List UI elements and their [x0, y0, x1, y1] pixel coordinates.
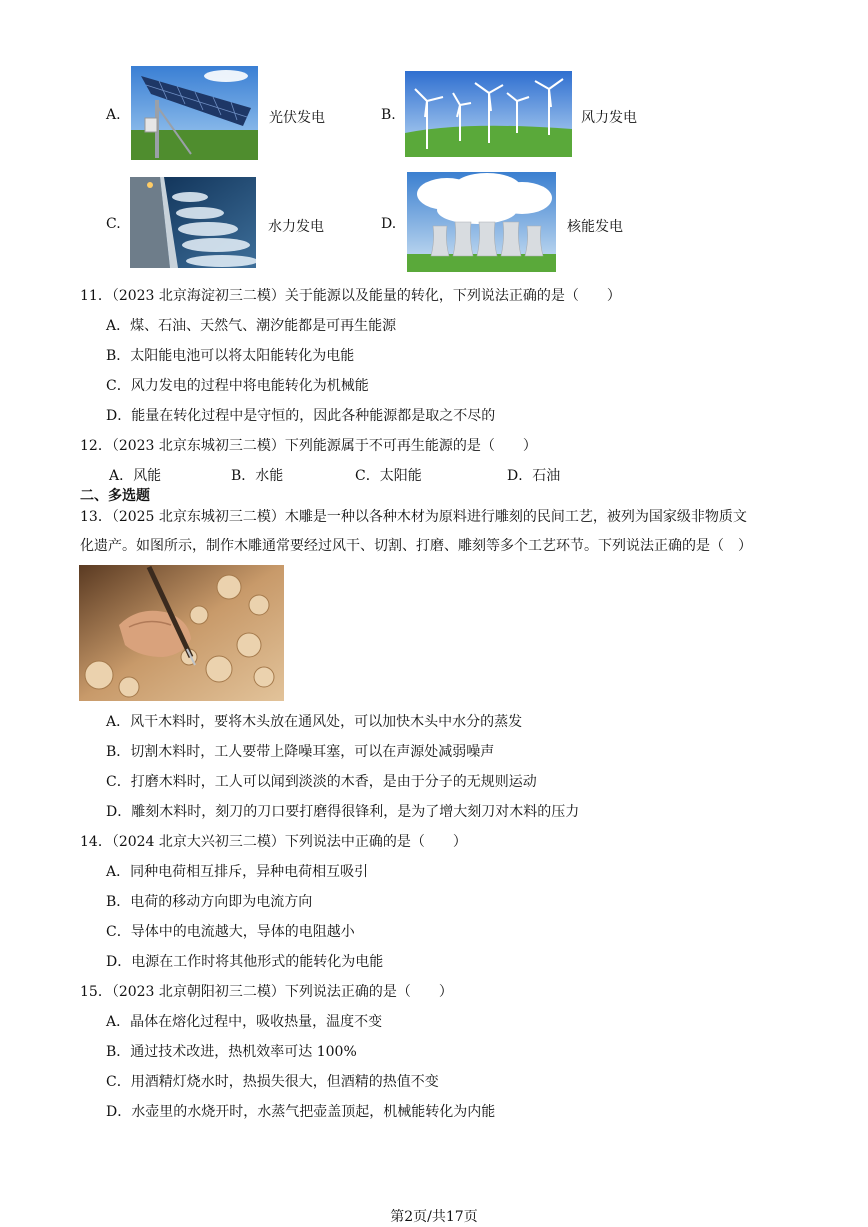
option-d-letter: D. [381, 216, 397, 232]
question-12-option-c: C．太阳能 [355, 468, 422, 484]
option-b-letter: B. [381, 107, 396, 123]
cooling-tower-photo-icon [407, 172, 556, 272]
question-12-stem: 12．（2023 北京东城初三二模）下列能源属于不可再生能源的是（ ） [80, 438, 537, 454]
option-a-letter: A. [106, 107, 121, 123]
question-13-option-b: B．切割木料时，工人要带上降噪耳塞，可以在声源处减弱噪声 [106, 744, 495, 760]
option-c-caption: 水力发电 [268, 219, 324, 235]
option-a-caption: 光伏发电 [269, 110, 325, 126]
question-15-stem: 15．（2023 北京朝阳初三二模）下列说法正确的是（ ） [80, 984, 453, 1000]
dam-photo-icon [130, 177, 256, 268]
question-12-option-d: D．石油 [507, 468, 561, 484]
section-heading-multiple-choice: 二、多选题 [80, 488, 150, 504]
question-13-option-d: D．雕刻木料时，刻刀的刀口要打磨得很锋利，是为了增大刻刀对木料的压力 [106, 804, 580, 820]
question-11-option-c: C．风力发电的过程中将电能转化为机械能 [106, 378, 369, 394]
question-15-option-b: B．通过技术改进，热机效率可达 100% [106, 1044, 357, 1060]
question-13-option-c: C．打磨木料时，工人可以闻到淡淡的木香，是由于分子的无规则运动 [106, 774, 537, 790]
question-13-stem-line-1: 13．（2025 北京东城初三二模）木雕是一种以各种木材为原料进行雕刻的民间工艺，被列为国家级非物质文 [80, 509, 747, 525]
question-14-option-b: B．电荷的移动方向即为电流方向 [106, 894, 313, 910]
solar-panel-photo-icon [131, 66, 258, 160]
question-12-option-a: A．风能 [109, 468, 162, 484]
page-number: 第2页/共17页 [390, 1209, 478, 1225]
option-d-caption: 核能发电 [567, 219, 623, 235]
question-15-option-a: A．晶体在熔化过程中，吸收热量，温度不变 [106, 1014, 383, 1030]
question-12-option-b: B．水能 [231, 468, 284, 484]
wood-carving-photo-icon [79, 565, 284, 701]
question-13-stem-line-2: 化遗产。如图所示，制作木雕通常要经过风干、切割、打磨、雕刻等多个工艺环节。下列说法正确的是（ ） [80, 538, 752, 554]
question-14-option-d: D．电源在工作时将其他形式的能转化为电能 [106, 954, 384, 970]
question-15-option-d: D．水壶里的水烧开时，水蒸气把壶盖顶起，机械能转化为内能 [106, 1104, 496, 1120]
question-15-option-c: C．用酒精灯烧水时，热损失很大，但酒精的热值不变 [106, 1074, 439, 1090]
option-c-letter: C. [106, 216, 121, 232]
option-b-caption: 风力发电 [581, 110, 637, 126]
question-14-option-a: A．同种电荷相互排斥，异种电荷相互吸引 [106, 864, 369, 880]
question-11-option-b: B．太阳能电池可以将太阳能转化为电能 [106, 348, 355, 364]
question-11-stem: 11．（2023 北京海淀初三二模）关于能源以及能量的转化，下列说法正确的是（ ） [80, 288, 621, 304]
question-11-option-d: D．能量在转化过程中是守恒的，因此各种能源都是取之不尽的 [106, 408, 496, 424]
question-14-option-c: C．导体中的电流越大，导体的电阻越小 [106, 924, 355, 940]
question-14-stem: 14．（2024 北京大兴初三二模）下列说法中正确的是（ ） [80, 834, 467, 850]
wind-turbine-photo-icon [405, 71, 572, 157]
question-11-option-a: A．煤、石油、天然气、潮汐能都是可再生能源 [106, 318, 397, 334]
question-13-option-a: A．风干木料时，要将木头放在通风处，可以加快木头中水分的蒸发 [106, 714, 523, 730]
